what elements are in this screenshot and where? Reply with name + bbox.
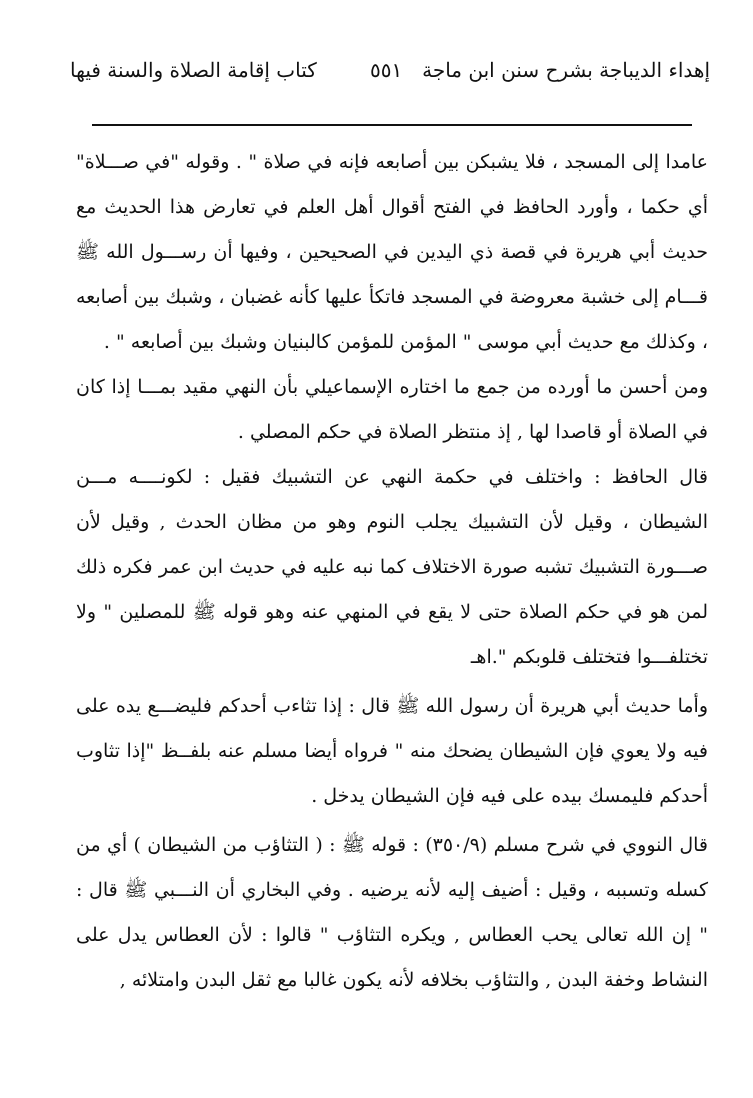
paragraph-2: ومن أحسن ما أورده من جمع ما اختاره الإسماعيلي بأن النهي مقيد بمـــا إذا كان في الصلاة أو قاصدا لها , إذ منتظر الصلاة في حكم المصلي . [76,376,708,443]
header-rule [92,124,692,126]
paragraph-1: عامدا إلى المسجد ، فلا يشبكن بين أصابعه فإنه في صلاة " . وقوله "في صـــلاة" أي حكما ، وأورد الحافظ في الفتح أقوال أهل العلم في تعارض هذا الحديث مع حديث أبي هريرة في قصة ذي اليدين في الصحيحين ، وفيها أن رســـول الله ﷺ قـــام إلى خشبة معروضة في المسجد فاتكأ عليها كأنه غضبان ، وشبك بين أصابعه ، وكذلك مع حديث أبي موسى " المؤمن للمؤمن كالبنيان وشبك بين أصابعه " . [76,151,708,353]
page-number: ٥٥١ [370,58,403,82]
paragraph-3: قال الحافظ : واختلف في حكمة النهي عن التشبيك فقيل : لكونــــه مـــن الشيطان ، وقيل لأن التشبيك يجلب النوم وهو من مظان الحدث , وقيل لأن صـــورة التشبيك تشبه صورة الاختلاف كما نبه عليه في حديث ابن عمر فكره ذلك لمن هو في حكم الصلاة حتى لا يقع في المنهي عنه وهو قوله ﷺ للمصلين " ولا تختلفـــوا فتختلف قلوبكم ".اهـ [76,466,708,668]
paragraph-4: وأما حديث أبي هريرة أن رسول الله ﷺ قال : إذا تثاءب أحدكم فليضـــع يده على فيه ولا يعوي فإن الشيطان يضحك منه " فرواه أيضا مسلم عنه بلفــظ "إذا تثاوب أحدكم فليمسك بيده على فيه فإن الشيطان يدخل . [76,695,708,807]
paragraph-5: قال النووي في شرح مسلم (٣٥٠/٩) : قوله ﷺ : ( التثاؤب من الشيطان ) أي من كسله وتسببه ، وقيل : أضيف إليه لأنه يرضيه . وفي البخاري أن النـــبي ﷺ قال : " إن الله تعالى يحب العطاس , ويكره التثاؤب " قالوا : لأن العطاس يدل على النشاط وخفة البدن , والتثاؤب بخلافه لأنه يكون غالبا مع ثقل البدن وامتلائه , [76,834,708,991]
chapter-title: كتاب إقامة الصلاة والسنة فيها [70,58,317,82]
main-text [76,140,708,1003]
running-header [70,58,710,94]
book-title: إهداء الديباجة بشرح سنن ابن ماجة [422,58,710,82]
